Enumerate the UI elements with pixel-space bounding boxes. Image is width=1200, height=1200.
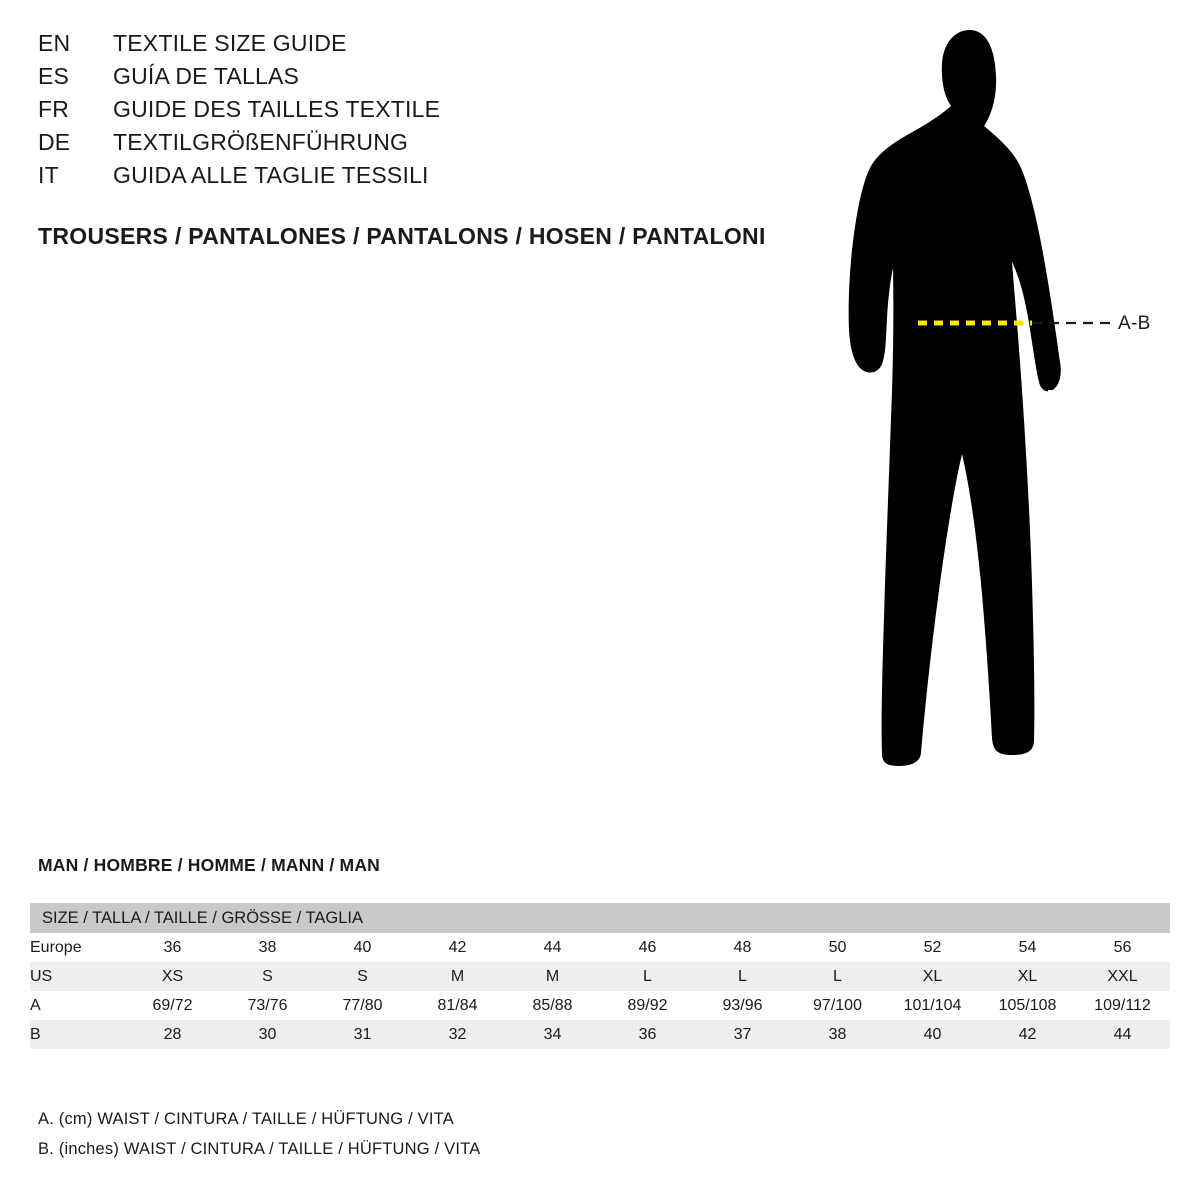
- row-label: A: [30, 991, 125, 1020]
- language-row: [38, 129, 798, 162]
- language-row: [38, 162, 798, 195]
- cell: L: [600, 962, 695, 991]
- cell: S: [315, 962, 410, 991]
- table-row: [30, 991, 1170, 1020]
- hand-detail: [1048, 390, 1056, 410]
- row-label: B: [30, 1020, 125, 1049]
- cell: M: [505, 962, 600, 991]
- measure-label-ab: A-B: [1118, 313, 1151, 334]
- cell: 46: [600, 933, 695, 962]
- cell: XL: [885, 962, 980, 991]
- cell: 32: [410, 1020, 505, 1049]
- cell: L: [790, 962, 885, 991]
- language-row: [38, 63, 798, 96]
- language-code: ES: [38, 63, 70, 89]
- cell: 73/76: [220, 991, 315, 1020]
- table-header-label: SIZE / TALLA / TAILLE / GRÖSSE / TAGLIA: [30, 903, 1170, 933]
- language-code: EN: [38, 30, 71, 56]
- cell: 52: [885, 933, 980, 962]
- garment-type-title: TROUSERS / PANTALONES / PANTALONS / HOSEN / PANTALONI: [38, 223, 766, 249]
- cell: M: [410, 962, 505, 991]
- table-section-title: MAN / HOMBRE / HOMME / MANN / MAN: [38, 855, 380, 875]
- cell: 30: [220, 1020, 315, 1049]
- language-code: IT: [38, 162, 59, 188]
- cell: L: [695, 962, 790, 991]
- cell: 42: [410, 933, 505, 962]
- language-text: GUIDA ALLE TAGLIE TESSILI: [113, 162, 429, 188]
- cell: 37: [695, 1020, 790, 1049]
- size-table: [30, 903, 1170, 1049]
- cell: 44: [1075, 1020, 1170, 1049]
- cell: 40: [315, 933, 410, 962]
- cell: 48: [695, 933, 790, 962]
- cell: S: [220, 962, 315, 991]
- language-text: TEXTILGRÖßENFÜHRUNG: [113, 129, 409, 155]
- cell: 105/108: [980, 991, 1075, 1020]
- language-code: DE: [38, 129, 71, 155]
- cell: XXL: [1075, 962, 1170, 991]
- cell: 40: [885, 1020, 980, 1049]
- cell: 28: [125, 1020, 220, 1049]
- cell: 36: [125, 933, 220, 962]
- cell: 54: [980, 933, 1075, 962]
- language-text: GUIDE DES TAILLES TEXTILE: [113, 96, 441, 122]
- cell: 81/84: [410, 991, 505, 1020]
- cell: 44: [505, 933, 600, 962]
- footnote-a: A. (cm) WAIST / CINTURA / TAILLE / HÜFTUNG / VITA: [38, 1110, 454, 1128]
- cell: 38: [790, 1020, 885, 1049]
- cell: XS: [125, 962, 220, 991]
- cell: 38: [220, 933, 315, 962]
- language-row: [38, 96, 798, 129]
- cell: 36: [600, 1020, 695, 1049]
- cell: 56: [1075, 933, 1170, 962]
- cell: XL: [980, 962, 1075, 991]
- language-row: [38, 30, 798, 63]
- table-row: [30, 962, 1170, 991]
- cell: 93/96: [695, 991, 790, 1020]
- cell: 97/100: [790, 991, 885, 1020]
- language-text: GUÍA DE TALLAS: [113, 63, 300, 89]
- cell: 31: [315, 1020, 410, 1049]
- cell: 34: [505, 1020, 600, 1049]
- footnote-b: B. (inches) WAIST / CINTURA / TAILLE / HÜFTUNG / VITA: [38, 1140, 481, 1158]
- cell: 89/92: [600, 991, 695, 1020]
- footnotes: [38, 1110, 480, 1170]
- cell: 50: [790, 933, 885, 962]
- silhouette-shape: [849, 30, 1061, 766]
- table-row: [30, 1020, 1170, 1049]
- language-list: [38, 30, 798, 195]
- cell: 42: [980, 1020, 1075, 1049]
- cell: 109/112: [1075, 991, 1170, 1020]
- cell: 85/88: [505, 991, 600, 1020]
- cell: 69/72: [125, 991, 220, 1020]
- cell: 101/104: [885, 991, 980, 1020]
- language-text: TEXTILE SIZE GUIDE: [113, 30, 347, 56]
- row-label: Europe: [30, 933, 125, 962]
- language-code: FR: [38, 96, 70, 122]
- cell: 77/80: [315, 991, 410, 1020]
- row-label: US: [30, 962, 125, 991]
- table-row: [30, 933, 1170, 962]
- table-header-row: [30, 903, 1170, 933]
- male-silhouette-figure: [820, 18, 1180, 798]
